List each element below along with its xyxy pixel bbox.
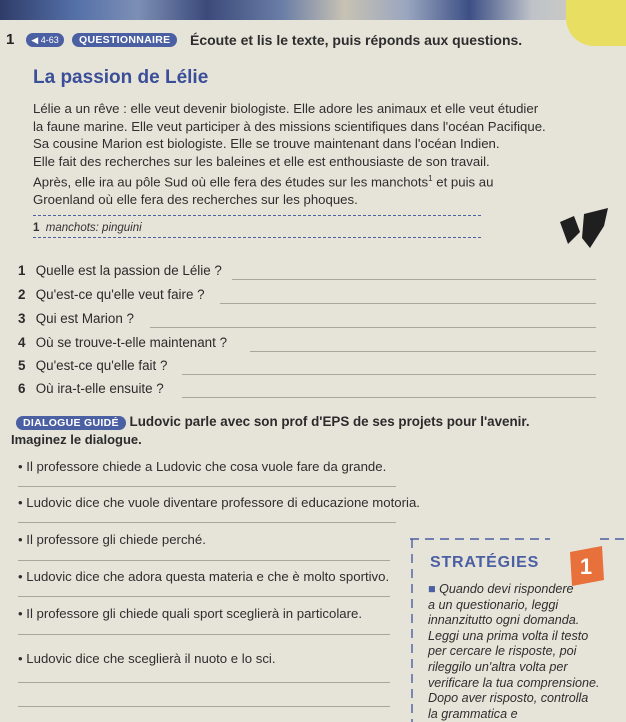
dialogue-heading: DIALOGUE GUIDÉ Ludovic parle avec son prof d'EPS de ses projets pour l'avenir. xyxy=(16,414,530,430)
answer-line[interactable] xyxy=(232,279,596,280)
dialogue-item: • Ludovic dice che vuole diventare professore di educazione motoria. xyxy=(18,495,420,510)
strategy-number-icon xyxy=(566,546,606,586)
footnote: 1 manchots: pinguini xyxy=(33,222,142,234)
dialogue-item: • Il professore gli chiede quali sport sceglierà in particolare. xyxy=(18,606,363,621)
decorative-yellow-shape xyxy=(566,0,626,46)
answer-line[interactable] xyxy=(220,303,596,304)
divider xyxy=(33,237,481,238)
passage-line: Elle fait des recherches sur les baleines et elle est enthousiaste de son travail. xyxy=(33,153,490,169)
dialogue-item: • Ludovic dice che adora questa materia e che è molto sportivo. xyxy=(18,569,390,584)
answer-line[interactable] xyxy=(250,351,596,352)
dialogue-item: • Il professore chiede a Ludovic che cosa vuole fare da grande. xyxy=(18,459,387,474)
question: 3 Qui est Marion ? xyxy=(18,311,134,326)
answer-line[interactable] xyxy=(18,486,396,487)
passage-line: Groenland où elle fera des recherches sur les phoques. xyxy=(33,192,358,208)
strategies-title: STRATÉGIES xyxy=(430,554,540,571)
passage-line: Après, elle ira au pôle Sud où elle fera des études sur les manchots$^1$ et puis au xyxy=(33,174,494,190)
answer-line[interactable] xyxy=(18,706,390,707)
answer-line[interactable] xyxy=(182,397,596,398)
dialogue-item: • Il professore gli chiede perché. xyxy=(18,532,206,547)
answer-line[interactable] xyxy=(18,560,390,561)
answer-line[interactable] xyxy=(150,327,596,328)
diver-silhouette-icon xyxy=(560,208,610,252)
footnote-marker: 1 xyxy=(428,174,433,184)
answer-line[interactable] xyxy=(182,374,596,375)
dialogue-item: • Ludovic dice che sceglierà il nuoto e lo sci. xyxy=(18,651,276,666)
divider xyxy=(33,215,481,216)
article-title: La passion de Lélie xyxy=(33,67,209,88)
answer-line[interactable] xyxy=(18,522,396,523)
question: 2 Qu'est-ce qu'elle veut faire ? xyxy=(18,287,205,302)
answer-line[interactable] xyxy=(18,596,390,597)
svg-text:1: 1 xyxy=(579,554,593,579)
question: 6 Où ira-t-elle ensuite ? xyxy=(18,381,164,396)
exercise-number: 1 xyxy=(6,31,15,48)
article-passage xyxy=(33,100,573,209)
strategies-text: ■ Quando devi rispondere a un questionario, leggi innanzitutto ogni domanda. Leggi una prima volta il testo per cercare le risposte, poi rileggilo un'altra volta per verificare la tua comprensione. Dopo aver risposto, controlla la grammatica e xyxy=(428,582,600,721)
answer-line[interactable] xyxy=(18,682,390,683)
passage-line: Sa cousine Marion est biologiste. Elle se trouve maintenant dans l'océan Indien. xyxy=(33,136,500,152)
audio-track-number: 4-63 xyxy=(40,35,59,45)
dialogue-badge: DIALOGUE GUIDÉ xyxy=(16,416,126,430)
exercise-instruction: Écoute et lis le texte, puis réponds aux questions. xyxy=(190,32,523,48)
question: 4 Où se trouve-t-elle maintenant ? xyxy=(18,335,228,350)
header-photo-strip xyxy=(0,0,626,20)
questionnaire-badge: QUESTIONNAIRE xyxy=(72,33,177,47)
audio-track-icon[interactable]: ◀ 4-63 xyxy=(26,33,64,47)
passage-line: Lélie a un rêve : elle veut devenir biologiste. Elle adore les animaux et elle veut étudier xyxy=(33,101,539,116)
passage-line: la faune marine. Elle veut participer à des missions scientifiques dans l'océan Pacifique. xyxy=(33,118,546,134)
question: 1 Quelle est la passion de Lélie ? xyxy=(18,263,222,278)
dialogue-subheading: Imaginez le dialogue. xyxy=(11,432,142,447)
question: 5 Qu'est-ce qu'elle fait ? xyxy=(18,358,168,373)
answer-line[interactable] xyxy=(18,634,390,635)
